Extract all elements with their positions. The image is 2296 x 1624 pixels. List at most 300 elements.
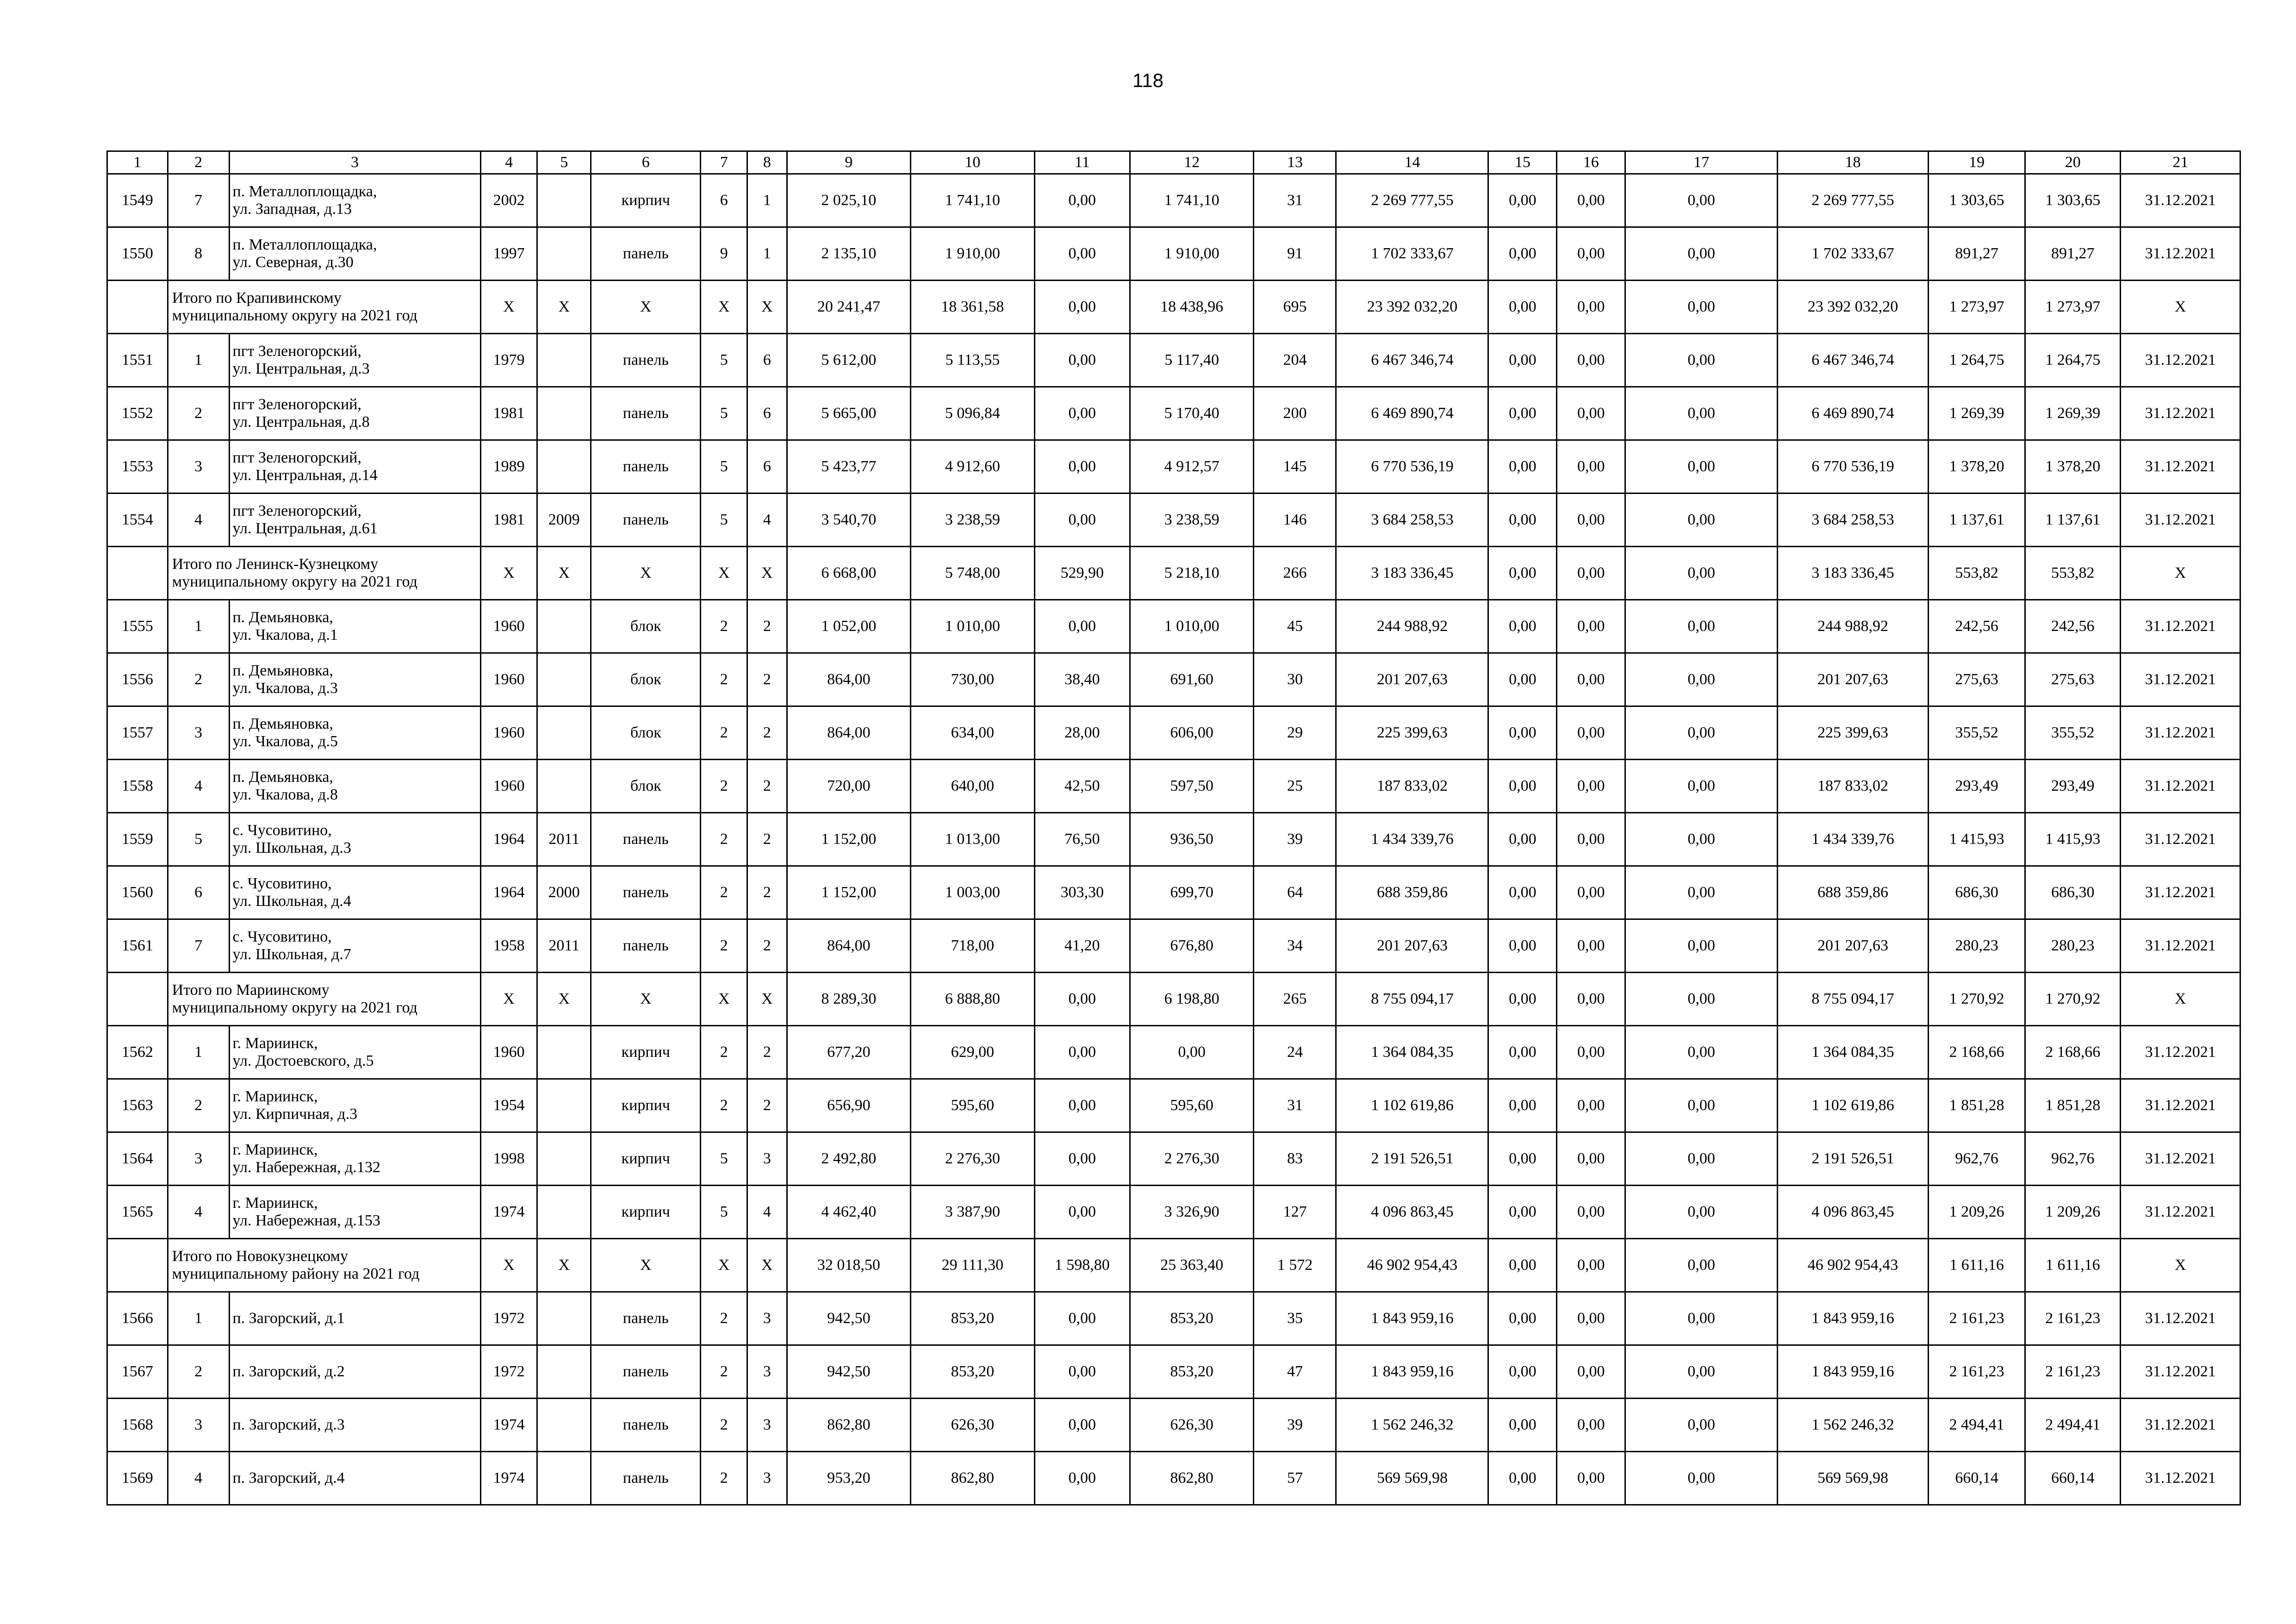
address-cell — [229, 1399, 480, 1452]
table-cell: 1 910,00 — [911, 227, 1035, 281]
table-cell: 2 — [701, 1452, 747, 1505]
table-cell: 31.12.2021 — [2121, 174, 2240, 227]
empty-cell — [107, 973, 168, 1026]
table-cell: 0,00 — [1625, 760, 1778, 813]
address-cell — [229, 387, 480, 440]
table-cell: 2002 — [480, 174, 537, 227]
column-number-cell: 3 — [229, 151, 480, 174]
cell-line-1: с. Чусовитино, — [232, 875, 332, 892]
cell-line-1: п. Демьяновка, — [232, 768, 333, 786]
table-cell: 0,00 — [1488, 174, 1557, 227]
table-cell: 31.12.2021 — [2121, 1186, 2240, 1239]
cell-line-1: с. Чусовитино, — [232, 928, 332, 945]
cell-line-2: муниципальному округу на 2021 год — [172, 999, 417, 1016]
table-cell: 1 152,00 — [787, 866, 911, 919]
cell-line-1: Итого по Мариинскому — [172, 981, 330, 999]
table-cell: 204 — [1254, 334, 1336, 387]
table-cell: 0,00 — [1034, 227, 1130, 281]
table-cell: 5 113,55 — [911, 334, 1035, 387]
table-row — [107, 760, 2240, 813]
table-cell: 1 010,00 — [911, 600, 1035, 653]
table-cell: 127 — [1254, 1186, 1336, 1239]
table-cell: панель — [591, 1345, 701, 1399]
table-cell: 1 264,75 — [2025, 334, 2121, 387]
table-cell: 31.12.2021 — [2121, 387, 2240, 440]
subtotal-row — [107, 281, 2240, 334]
table-cell: 1556 — [107, 653, 168, 706]
table-cell: X — [701, 1239, 747, 1292]
table-cell: 31.12.2021 — [2121, 227, 2240, 281]
table-cell: 2 — [701, 1079, 747, 1132]
table-cell: 38,40 — [1034, 653, 1130, 706]
table-cell: 2 494,41 — [2025, 1399, 2121, 1452]
subtotal-label-cell — [168, 1239, 480, 1292]
table-cell: 29 — [1254, 706, 1336, 760]
address-cell — [229, 653, 480, 706]
table-cell: 24 — [1254, 1026, 1336, 1079]
table-cell: 187 833,02 — [1778, 760, 1929, 813]
cell-line-2: ул. Центральная, д.8 — [232, 413, 370, 431]
table-cell: 1 102 619,86 — [1336, 1079, 1488, 1132]
table-row — [107, 1026, 2240, 1079]
table-cell: 31.12.2021 — [2121, 1452, 2240, 1505]
table-row — [107, 1345, 2240, 1399]
table-cell: 0,00 — [1557, 387, 1625, 440]
table-cell: 1 741,10 — [1130, 174, 1254, 227]
table-cell: 7 — [168, 174, 229, 227]
table-cell: 1 364 084,35 — [1778, 1026, 1929, 1079]
table-cell: 6 — [168, 866, 229, 919]
table-cell: 1 — [168, 600, 229, 653]
table-cell: 1 434 339,76 — [1778, 813, 1929, 866]
table-cell: 853,20 — [1130, 1345, 1254, 1399]
table-cell: 864,00 — [787, 706, 911, 760]
table-cell: 1566 — [107, 1292, 168, 1345]
table-cell: 1974 — [480, 1452, 537, 1505]
table-cell: 1 152,00 — [787, 813, 911, 866]
table-cell: 23 392 032,20 — [1778, 281, 1929, 334]
address-cell — [229, 760, 480, 813]
table-cell: 242,56 — [1928, 600, 2025, 653]
table-cell: 0,00 — [1625, 1292, 1778, 1345]
table-cell — [537, 760, 591, 813]
table-cell: кирпич — [591, 1079, 701, 1132]
table-cell: 1560 — [107, 866, 168, 919]
table-cell: 853,20 — [911, 1345, 1035, 1399]
table-cell: 355,52 — [1928, 706, 2025, 760]
table-row — [107, 387, 2240, 440]
table-cell: 2 — [747, 1079, 787, 1132]
table-cell: 0,00 — [1130, 1026, 1254, 1079]
table-cell: 1954 — [480, 1079, 537, 1132]
table-cell: 1 273,97 — [1928, 281, 2025, 334]
table-cell: 8 755 094,17 — [1336, 973, 1488, 1026]
table-cell: 5 096,84 — [911, 387, 1035, 440]
table-cell: 5 218,10 — [1130, 547, 1254, 600]
table-cell: 1 137,61 — [2025, 493, 2121, 547]
table-cell: 1972 — [480, 1345, 537, 1399]
cell-line-1: п. Загорский, д.2 — [232, 1363, 345, 1380]
table-cell: 0,00 — [1557, 334, 1625, 387]
table-cell: X — [591, 973, 701, 1026]
table-cell — [537, 387, 591, 440]
table-cell: 5 — [701, 1186, 747, 1239]
column-number-cell: 12 — [1130, 151, 1254, 174]
table-cell: блок — [591, 653, 701, 706]
table-cell: 1960 — [480, 1026, 537, 1079]
table-cell: 2 492,80 — [787, 1132, 911, 1186]
table-row — [107, 1186, 2240, 1239]
table-cell: 891,27 — [2025, 227, 2121, 281]
table-cell: 1 562 246,32 — [1336, 1399, 1488, 1452]
table-cell: 201 207,63 — [1336, 919, 1488, 973]
cell-line-2: ул. Достоевского, д.5 — [232, 1052, 374, 1069]
cell-line-1: пгт Зеленогорский, — [232, 343, 362, 360]
table-cell: 953,20 — [787, 1452, 911, 1505]
table-cell: 0,00 — [1557, 174, 1625, 227]
subtotal-label-cell — [168, 973, 480, 1026]
table-row — [107, 1132, 2240, 1186]
column-number-cell: 19 — [1928, 151, 2025, 174]
table-cell: 6 469 890,74 — [1336, 387, 1488, 440]
cell-line-1: Итого по Ленинск-Кузнецкому — [172, 556, 379, 573]
table-cell: 4 912,57 — [1130, 440, 1254, 493]
table-cell: 5 — [701, 440, 747, 493]
table-cell: X — [591, 281, 701, 334]
table-cell: панель — [591, 866, 701, 919]
table-cell: 18 361,58 — [911, 281, 1035, 334]
empty-cell — [107, 281, 168, 334]
table-cell: 0,00 — [1557, 866, 1625, 919]
table-cell: 853,20 — [911, 1292, 1035, 1345]
table-cell: 5 — [701, 493, 747, 547]
table-cell: 677,20 — [787, 1026, 911, 1079]
table-cell: 1 264,75 — [1928, 334, 2025, 387]
table-cell: 31.12.2021 — [2121, 1132, 2240, 1186]
table-cell — [537, 1345, 591, 1399]
table-cell: блок — [591, 760, 701, 813]
table-cell: 265 — [1254, 973, 1336, 1026]
table-cell — [537, 174, 591, 227]
table-cell: 242,56 — [2025, 600, 2121, 653]
table-cell: 3 238,59 — [1130, 493, 1254, 547]
table-cell: 0,00 — [1488, 1345, 1557, 1399]
table-cell: 1 378,20 — [1928, 440, 2025, 493]
table-cell: 2 — [747, 813, 787, 866]
table-cell: 2 — [701, 1345, 747, 1399]
table-cell: 2 — [701, 653, 747, 706]
table-cell: 0,00 — [1488, 227, 1557, 281]
column-number-row — [107, 151, 2240, 174]
table-cell: 31.12.2021 — [2121, 653, 2240, 706]
cell-line-2: ул. Чкалова, д.3 — [232, 680, 338, 697]
table-cell — [537, 1452, 591, 1505]
table-cell: 0,00 — [1488, 919, 1557, 973]
table-cell: 2 — [701, 1292, 747, 1345]
table-cell: 891,27 — [1928, 227, 2025, 281]
table-cell: 2 161,23 — [2025, 1345, 2121, 1399]
table-cell: 1979 — [480, 334, 537, 387]
table-cell: 606,00 — [1130, 706, 1254, 760]
table-cell: 31.12.2021 — [2121, 919, 2240, 973]
cell-line-1: г. Мариинск, — [232, 1088, 318, 1105]
table-cell: 2 269 777,55 — [1778, 174, 1929, 227]
table-cell: 1 052,00 — [787, 600, 911, 653]
table-cell: 1 572 — [1254, 1239, 1336, 1292]
table-cell: 3 — [747, 1345, 787, 1399]
table-cell: 5 — [701, 1132, 747, 1186]
table-cell: 936,50 — [1130, 813, 1254, 866]
address-cell — [229, 1292, 480, 1345]
table-cell: 3 183 336,45 — [1778, 547, 1929, 600]
table-cell: 2 168,66 — [1928, 1026, 2025, 1079]
table-cell: 2 161,23 — [1928, 1345, 2025, 1399]
subtotal-row — [107, 973, 2240, 1026]
address-cell — [229, 813, 480, 866]
table-cell — [537, 1026, 591, 1079]
table-cell: 4 096 863,45 — [1778, 1186, 1929, 1239]
housing-register-table — [106, 150, 2241, 1505]
table-cell: 691,60 — [1130, 653, 1254, 706]
table-cell: панель — [591, 387, 701, 440]
table-cell: 8 289,30 — [787, 973, 911, 1026]
table-cell: X — [480, 547, 537, 600]
table-cell: 2 191 526,51 — [1336, 1132, 1488, 1186]
table-cell: 0,00 — [1557, 1239, 1625, 1292]
table-cell: 942,50 — [787, 1292, 911, 1345]
address-cell — [229, 600, 480, 653]
table-cell: 57 — [1254, 1452, 1336, 1505]
table-cell: 225 399,63 — [1336, 706, 1488, 760]
table-cell: 0,00 — [1625, 706, 1778, 760]
table-cell — [537, 440, 591, 493]
table-cell: 0,00 — [1625, 547, 1778, 600]
cell-line-1: п. Демьяновка, — [232, 609, 333, 626]
table-cell: 5 612,00 — [787, 334, 911, 387]
table-cell: 0,00 — [1625, 813, 1778, 866]
table-cell: 1 102 619,86 — [1778, 1079, 1929, 1132]
table-cell: 6 888,80 — [911, 973, 1035, 1026]
table-cell: 1960 — [480, 653, 537, 706]
table-cell: 1557 — [107, 706, 168, 760]
table-cell: 1 843 959,16 — [1336, 1345, 1488, 1399]
table-cell: 23 392 032,20 — [1336, 281, 1488, 334]
cell-line-1: с. Чусовитино, — [232, 822, 332, 839]
table-cell: 6 770 536,19 — [1778, 440, 1929, 493]
table-cell: 1 415,93 — [1928, 813, 2025, 866]
table-cell: кирпич — [591, 174, 701, 227]
cell-line-1: п. Загорский, д.4 — [232, 1469, 345, 1487]
column-number-cell: 10 — [911, 151, 1035, 174]
column-number-cell: 2 — [168, 151, 229, 174]
table-cell: 634,00 — [911, 706, 1035, 760]
table-cell: 0,00 — [1034, 1399, 1130, 1452]
table-cell: 3 684 258,53 — [1336, 493, 1488, 547]
table-cell: 629,00 — [911, 1026, 1035, 1079]
table-cell: 0,00 — [1625, 1452, 1778, 1505]
table-cell: X — [537, 547, 591, 600]
table-cell: 553,82 — [1928, 547, 2025, 600]
table-cell: 1565 — [107, 1186, 168, 1239]
table-row — [107, 1399, 2240, 1452]
table-cell: 8 755 094,17 — [1778, 973, 1929, 1026]
table-cell: 18 438,96 — [1130, 281, 1254, 334]
table-cell: 244 988,92 — [1778, 600, 1929, 653]
table-cell: 1 611,16 — [2025, 1239, 2121, 1292]
table-cell: 660,14 — [2025, 1452, 2121, 1505]
table-cell: 1 843 959,16 — [1336, 1292, 1488, 1345]
table-cell: 2 494,41 — [1928, 1399, 2025, 1452]
table-cell: 1960 — [480, 600, 537, 653]
subtotal-row — [107, 1239, 2240, 1292]
table-cell: 4 — [747, 1186, 787, 1239]
table-cell: 1 611,16 — [1928, 1239, 2025, 1292]
address-cell — [229, 1026, 480, 1079]
table-cell: 31 — [1254, 174, 1336, 227]
address-cell — [229, 227, 480, 281]
table-cell: 695 — [1254, 281, 1336, 334]
table-cell: 1549 — [107, 174, 168, 227]
table-cell: 0,00 — [1625, 1239, 1778, 1292]
table-cell: 2 — [168, 653, 229, 706]
table-cell: X — [537, 281, 591, 334]
table-cell: 2 161,23 — [1928, 1292, 2025, 1345]
table-cell: X — [2121, 1239, 2240, 1292]
table-cell: X — [701, 547, 747, 600]
table-cell: 2 135,10 — [787, 227, 911, 281]
table-cell: 0,00 — [1488, 760, 1557, 813]
table-cell: 1551 — [107, 334, 168, 387]
table-cell: 2 — [701, 1399, 747, 1452]
table-cell: 0,00 — [1557, 1079, 1625, 1132]
table-cell: 0,00 — [1557, 1345, 1625, 1399]
cell-line-2: ул. Школьная, д.4 — [232, 893, 351, 910]
table-cell: 1 270,92 — [1928, 973, 2025, 1026]
table-cell: 569 569,98 — [1778, 1452, 1929, 1505]
table-row — [107, 919, 2240, 973]
cell-line-1: п. Металлоплощадка, — [232, 236, 377, 253]
table-cell: 1974 — [480, 1399, 537, 1452]
table-cell: 32 018,50 — [787, 1239, 911, 1292]
table-cell: 1958 — [480, 919, 537, 973]
table-cell: 0,00 — [1557, 760, 1625, 813]
column-number-cell: 18 — [1778, 151, 1929, 174]
address-cell — [229, 1345, 480, 1399]
table-cell: 1555 — [107, 600, 168, 653]
table-cell: 0,00 — [1625, 281, 1778, 334]
table-cell: 4 912,60 — [911, 440, 1035, 493]
table-cell: 31.12.2021 — [2121, 1079, 2240, 1132]
table-cell: 5 748,00 — [911, 547, 1035, 600]
cell-line-1: г. Мариинск, — [232, 1035, 318, 1052]
table-cell: 1 378,20 — [2025, 440, 2121, 493]
table-cell: 29 111,30 — [911, 1239, 1035, 1292]
table-cell: панель — [591, 227, 701, 281]
table-cell: 3 — [168, 1399, 229, 1452]
table-cell — [537, 653, 591, 706]
table-cell: X — [2121, 547, 2240, 600]
table-cell: 1569 — [107, 1452, 168, 1505]
table-cell: X — [480, 1239, 537, 1292]
table-cell: 31.12.2021 — [2121, 866, 2240, 919]
cell-line-2: ул. Западная, д.13 — [232, 200, 352, 218]
column-number-cell: 11 — [1034, 151, 1130, 174]
table-cell: 1 741,10 — [911, 174, 1035, 227]
table-cell: 3 684 258,53 — [1778, 493, 1929, 547]
table-cell: 2 — [747, 653, 787, 706]
cell-line-2: муниципальному округу на 2021 год — [172, 307, 417, 324]
table-cell: 1564 — [107, 1132, 168, 1186]
table-cell: 597,50 — [1130, 760, 1254, 813]
table-cell: 0,00 — [1625, 600, 1778, 653]
column-number-cell: 1 — [107, 151, 168, 174]
cell-line-1: пгт Зеленогорский, — [232, 449, 362, 466]
cell-line-1: п. Демьяновка, — [232, 715, 333, 732]
table-cell: X — [747, 547, 787, 600]
table-cell: 275,63 — [2025, 653, 2121, 706]
table-cell: 2 — [168, 1079, 229, 1132]
table-cell: 145 — [1254, 440, 1336, 493]
table-cell: 0,00 — [1488, 1452, 1557, 1505]
table-cell: кирпич — [591, 1186, 701, 1239]
table-cell: 0,00 — [1034, 973, 1130, 1026]
cell-line-2: ул. Набережная, д.153 — [232, 1212, 380, 1229]
table-cell: 962,76 — [2025, 1132, 2121, 1186]
table-cell: панель — [591, 813, 701, 866]
table-cell: 0,00 — [1488, 1079, 1557, 1132]
table-cell: 0,00 — [1034, 1079, 1130, 1132]
table-cell: 1 209,26 — [1928, 1186, 2025, 1239]
table-row — [107, 600, 2240, 653]
table-cell: 1964 — [480, 813, 537, 866]
cell-line-1: пгт Зеленогорский, — [232, 502, 362, 519]
table-cell: 2 — [701, 760, 747, 813]
table-cell: 201 207,63 — [1778, 653, 1929, 706]
table-cell: 1974 — [480, 1186, 537, 1239]
table-cell: панель — [591, 1292, 701, 1345]
table-cell: 862,80 — [911, 1452, 1035, 1505]
table-cell: 5 170,40 — [1130, 387, 1254, 440]
table-cell: 355,52 — [2025, 706, 2121, 760]
table-cell: 0,00 — [1625, 334, 1778, 387]
table-cell: 2 — [701, 1026, 747, 1079]
table-cell: 201 207,63 — [1336, 653, 1488, 706]
table-cell: 2 — [747, 706, 787, 760]
table-cell: 569 569,98 — [1336, 1452, 1488, 1505]
table-row — [107, 813, 2240, 866]
table-cell: 1 562 246,32 — [1778, 1399, 1929, 1452]
table-cell: 6 467 346,74 — [1336, 334, 1488, 387]
table-cell: 0,00 — [1557, 653, 1625, 706]
cell-line-1: Итого по Новокузнецкому — [172, 1248, 348, 1265]
table-cell: 5 423,77 — [787, 440, 911, 493]
table-cell: 2 191 526,51 — [1778, 1132, 1929, 1186]
table-cell: 5 665,00 — [787, 387, 911, 440]
table-cell: 6 770 536,19 — [1336, 440, 1488, 493]
table-cell: 0,00 — [1625, 387, 1778, 440]
table-cell: X — [537, 1239, 591, 1292]
table-cell: 0,00 — [1557, 1186, 1625, 1239]
cell-line-2: ул. Чкалова, д.1 — [232, 626, 338, 643]
table-cell: 0,00 — [1557, 919, 1625, 973]
table-cell: панель — [591, 1399, 701, 1452]
table-cell: 1989 — [480, 440, 537, 493]
table-cell: 1 — [747, 174, 787, 227]
table-cell: 1960 — [480, 706, 537, 760]
table-cell — [537, 1079, 591, 1132]
table-cell: 2 — [701, 813, 747, 866]
table-cell: 30 — [1254, 653, 1336, 706]
